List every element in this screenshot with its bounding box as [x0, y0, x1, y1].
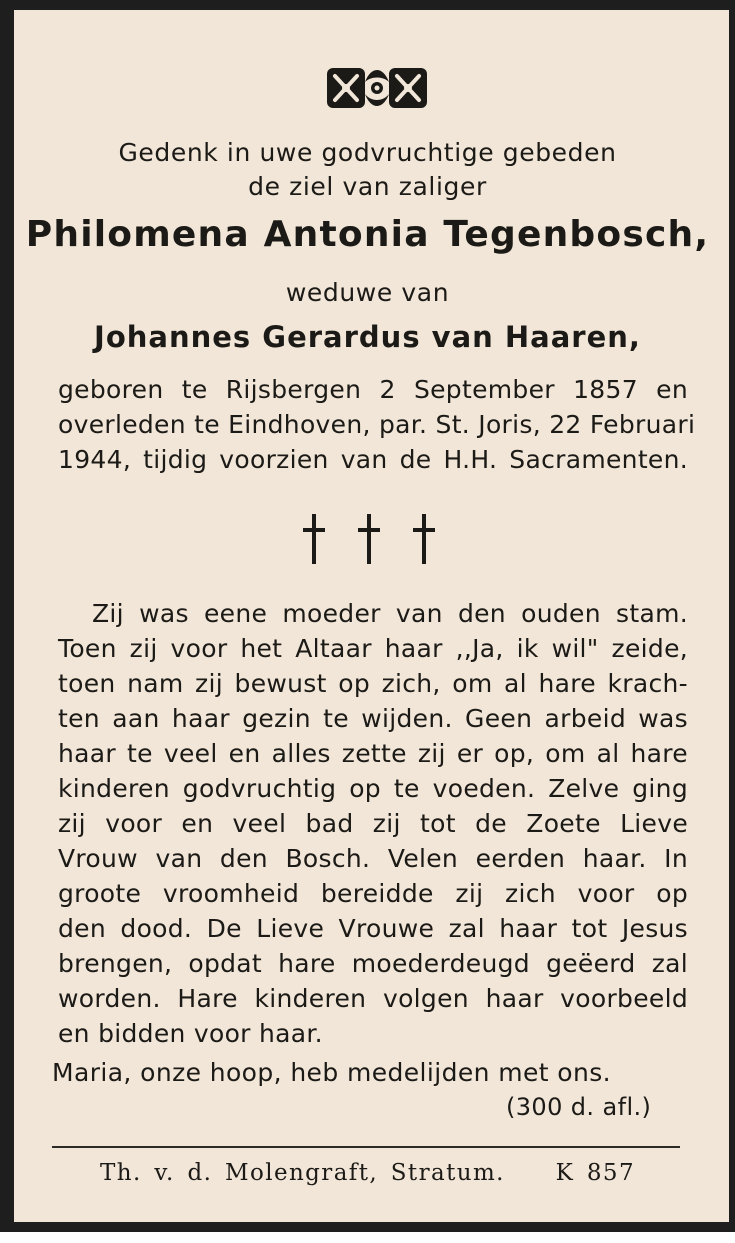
intro-line-2: de ziel van zaliger [248, 172, 487, 201]
husband-name: Johannes Gerardus van Haaren, [94, 320, 641, 354]
eulogy-line: Zij was eene moeder van den ouden stam. [92, 599, 688, 628]
eulogy-line: Vrouw van den Bosch. Velen eerden haar. In [58, 844, 688, 873]
eulogy-line: haar te veel en alles zette zij er op, om al hare [58, 739, 688, 768]
eulogy-line: kinderen godvruchtig op te voeden. Zelve ging [58, 774, 688, 803]
print-code: K 857 [555, 1160, 635, 1186]
eulogy-line: zij voor en veel bad zij tot de Zoete Lieve [58, 809, 688, 838]
intro-line-1: Gedenk in uwe godvruchtige gebeden [118, 138, 617, 167]
eulogy-line: brengen, opdat hare moederdeugd geëerd zal [58, 949, 688, 978]
printer-footer [0, 1160, 735, 1186]
biography-line: 1944, tijdig voorzien van de H.H. Sacramenten. [58, 445, 688, 474]
widow-line: weduwe van [285, 278, 450, 307]
printer-name: Th. v. d. Molengraft, Stratum. [99, 1160, 505, 1186]
indulgence-note: (300 d. afl.) [506, 1093, 652, 1121]
eulogy-line: groote vroomheid bereidde zij zich voor op [58, 879, 688, 908]
eulogy-line: worden. Hare kinderen volgen haar voorbeeld [58, 984, 688, 1013]
prayer-line: Maria, onze hoop, heb medelijden met ons. [52, 1058, 612, 1087]
eulogy-line: ten aan haar gezin te wijden. Geen arbeid was [58, 704, 688, 733]
biography-line: geboren te Rijsbergen 2 September 1857 en [58, 375, 688, 404]
three-crosses-icon [295, 512, 445, 568]
footer-divider [52, 1146, 680, 1148]
floral-ornament-icon [325, 62, 429, 114]
deceased-name: Philomena Antonia Tegenbosch, [25, 214, 710, 255]
eulogy-line: Toen zij voor het Altaar haar ,,Ja, ik wil" zeide, [58, 634, 688, 663]
eulogy-line: en bidden voor haar. [58, 1019, 323, 1048]
biography-line: overleden te Eindhoven, par. St. Joris, 22 Februari [58, 410, 696, 439]
eulogy-line: den dood. De Lieve Vrouwe zal haar tot Jesus [58, 914, 688, 943]
eulogy-line: toen nam zij bewust op zich, om al hare krach- [58, 669, 688, 698]
